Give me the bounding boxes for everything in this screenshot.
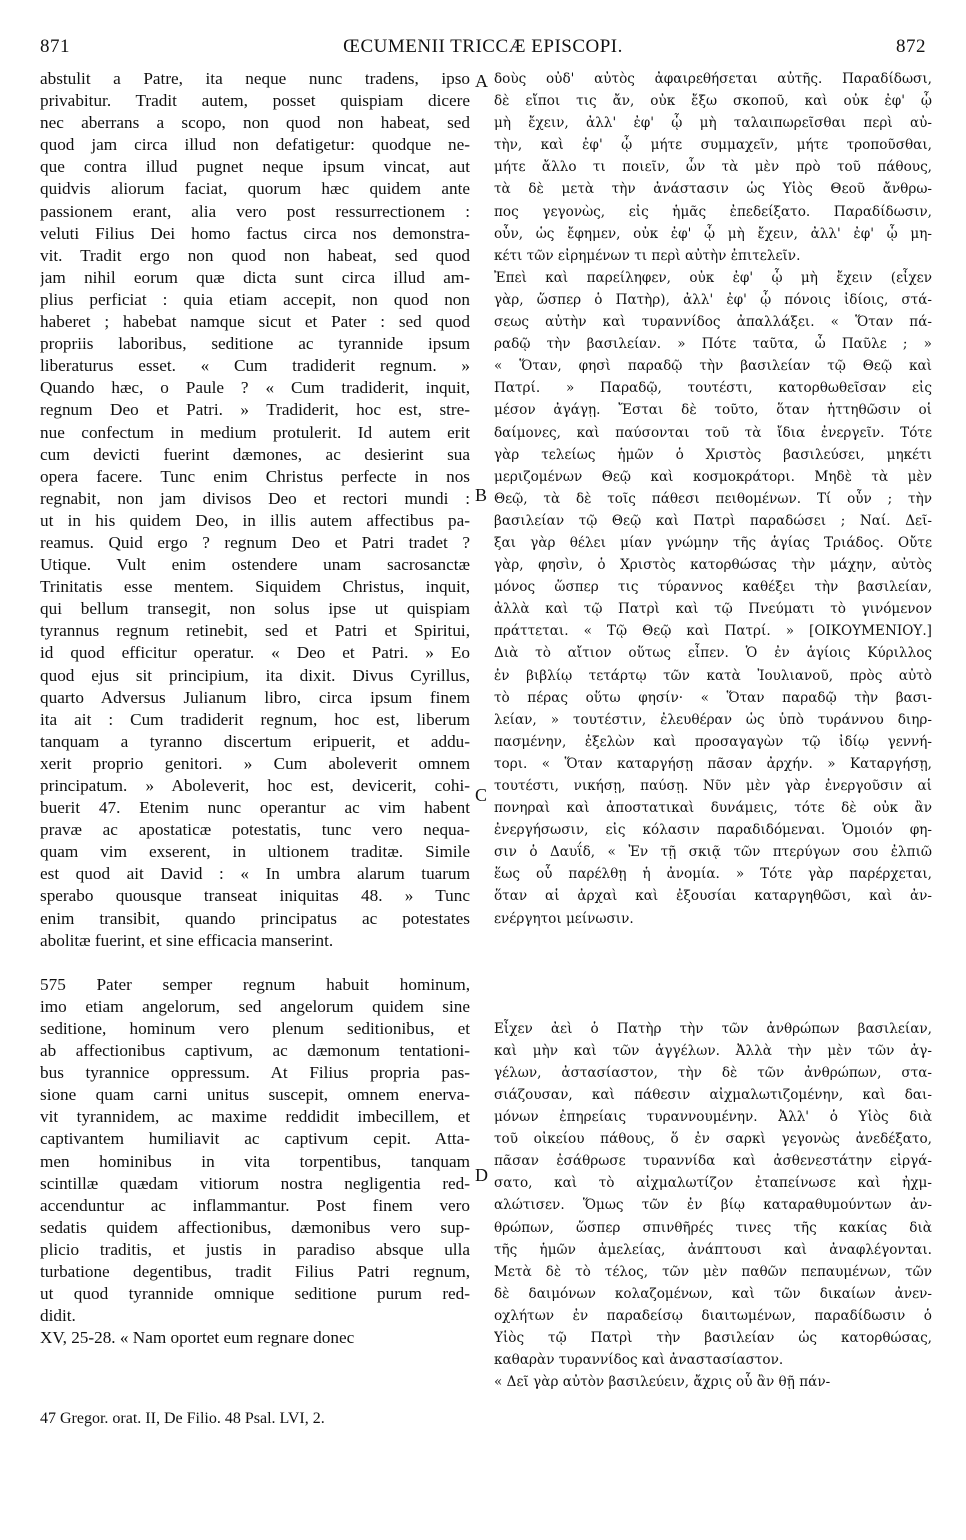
greek-text-line: σατο, καὶ τὸ αἰχμαλωτίζον ἐταπείνωσε καὶ ἠχμ-: [494, 1175, 932, 1192]
latin-text-line: ab affectionibus captivum, ac dæmonum tentationi-: [40, 1041, 470, 1061]
latin-text-line: quarto Adversus Julianum libro, circa ipsum finem: [40, 687, 470, 707]
greek-text-line: σιάζουσαν, καὶ πάθεσιν αἰχμαλωτιζομένην, καὶ δαι-: [494, 1086, 932, 1103]
latin-text-line: tyrannus regnum retinebit, sed et Patri et Spiritui,: [40, 621, 470, 641]
latin-text-line: pravæ ac apostaticæ potestatis, tunc vero nequa-: [40, 820, 470, 840]
latin-text-line: ita ait : Cum tradiderit regnum, hoc est, liberum: [40, 709, 470, 729]
latin-text-line: tanquam a tyranno discertum eripuerit, et addu-: [40, 731, 470, 751]
greek-text-line: σεως αὐτὴν καὶ τυραννίδος ἀπαλλάξει. « Ὅταν πά-: [494, 314, 932, 331]
greek-text-line: πράττεται. « Τῷ Θεῷ καὶ Πατρί. » [ΟΙΚΟΥΜΕΝΙΟΥ.]: [494, 623, 932, 640]
margin-letter-c: C: [475, 785, 488, 805]
latin-text-line: men hominibus in vita torpentibus, tanquam: [40, 1151, 470, 1171]
latin-text-line: cum devicti fuerint dæmones, ac desierint sua: [40, 444, 470, 464]
left-page-number: 871: [40, 36, 70, 57]
greek-text-line: Ἐπεὶ καὶ παρείληφεν, οὐκ ἐφ' ᾧ μὴ ἔχειν (εἶχεν: [494, 269, 932, 286]
latin-text-line: passionem erant, alia vero post ressurrectionem :: [40, 201, 470, 221]
greek-text-line: ἐν βιβλίῳ τετάρτῳ τῶν κατὰ Ἰουλιανοῦ, πρὸς αὐτὸ: [494, 667, 932, 684]
latin-text-line: est quod ait David : « In umbra alarum tuarum: [40, 864, 470, 884]
greek-text-line: ραδῷ τὴν βασιλείαν. » Πότε ταῦτα, ὦ Παῦλε ; »: [494, 336, 932, 353]
latin-text-line: vit. Tradit ergo non quod non habeat, sed quod: [40, 245, 470, 265]
greek-text-line: Εἶχεν ἀεὶ ὁ Πατὴρ τὴν τῶν ἀνθρώπων βασιλείαν,: [494, 1020, 932, 1037]
running-title: ŒCUMENII TRICCÆ EPISCOPI.: [343, 36, 623, 57]
latin-text-line: regnum Deo et Patri. » Tradiderit, hoc est, stre-: [40, 400, 470, 420]
latin-text-line: plius perficiat : quia etiam accepit, non quod non: [40, 289, 470, 309]
greek-text-line: καθαρὰν τυραννίδος καὶ ἀναστασίαστον.: [494, 1352, 784, 1369]
greek-text-line: τορι. « Ὅταν καταργήσῃ πᾶσαν ἀρχήν. » Καταργήσῃ,: [494, 755, 932, 772]
greek-text-line: τὸ πέρας οὕτω φησίν· « Ὅταν παραδῷ τὴν βασι-: [494, 689, 932, 706]
greek-section-2: [494, 1018, 932, 1394]
latin-text-line: Trinitatis esse mentem. Siquidem Christus, inquit,: [40, 577, 470, 597]
latin-text-line: jam nihil eorum quæ dicta sunt circa illud am-: [40, 267, 470, 287]
latin-text-line: abolitæ fuerint, et sine efficacia manserint.: [40, 930, 334, 950]
latin-text-line: ut in his quidem Deo, in illis autem affectibus pa-: [40, 510, 470, 530]
greek-text-line: Διὰ τὸ αἴτιον οὕτως εἶπεν. Ὁ ἐν ἁγίοις Κύριλλος: [494, 645, 932, 662]
greek-text-line: σιν ὁ Δαυΐδ, « Ἐν τῇ σκιᾷ τῶν πτερύγων σου ἐλπιῶ: [494, 844, 932, 861]
latin-text-line: regnabit, non jam divisos Deo et rectori mundi :: [40, 488, 470, 508]
latin-text-line: XV, 25-28. « Nam oportet eum regnare donec: [40, 1328, 355, 1348]
greek-text-line: δὲ εἴποι τις ἄν, οὐκ ἔξω σκοποῦ, καὶ οὐκ ἐφ' ᾧ: [494, 93, 932, 110]
greek-text-line: Θεῷ, τὰ δὲ τοῖς πάθεσι πειθομένων. Τί οὖν ; τὴν: [494, 490, 932, 507]
latin-text-line: didit.: [40, 1306, 76, 1326]
greek-text-line: μέσον ἀγάγῃ. Ἔσται δὲ τοῦτο, ὅταν ἡττηθῶσιν οἱ: [494, 402, 932, 419]
latin-text-line: liberaturus esset. « Cum tradiderit regnum. »: [40, 356, 470, 376]
latin-text-line: 575 Pater semper regnum habuit hominum,: [40, 974, 470, 994]
greek-text-line: τουτέστι, νικήσῃ, παύσῃ. Νῦν μὲν γὰρ ἐνεργοῦσιν αἱ: [494, 778, 932, 794]
greek-text-line: ὅταν αἱ ἀρχαὶ καὶ ἐξουσίαι καταργηθῶσι, καὶ ἀν-: [494, 888, 932, 905]
latin-text-line: qui bellum transegit, non solus ipse ut quispiam: [40, 599, 470, 619]
latin-text-line: veluti Filius Dei homo factus circa nos demonstra-: [40, 223, 470, 243]
margin-letter-b: B: [475, 485, 488, 505]
latin-text-line: Utique. Vult enim ostendere unam sacrosanctæ: [40, 555, 470, 575]
latin-text-line: reamus. Quid ergo ? regnum Deo et Patri tradet ?: [40, 532, 470, 552]
latin-text-line: seditione, hominum vero plenum seditionibus, et: [40, 1018, 470, 1038]
greek-text-line: ἕως οὗ παρέλθῃ ἡ ἀνομία. » Τότε γὰρ παρέρχεται,: [494, 866, 932, 883]
greek-text-line: « Δεῖ γὰρ αὐτὸν βασιλεύειν, ἄχρις οὗ ἂν θῇ πάν-: [494, 1374, 831, 1391]
greek-text-line: τῆς ἡμῶν ἀμελείας, ἀνάπτουσι καὶ ἀναφλέγονται.: [494, 1241, 932, 1258]
latin-text-line: privabitur. Tradit autem, posset quispiam dicere: [40, 91, 470, 111]
greek-text-line: λείαν, » τουτέστιν, ἐλευθέραν ὡς ὑπὸ τυράννου διηρ-: [494, 711, 932, 728]
latin-text-line: sione quam carni unitus suscepit, omnem enerva-: [40, 1085, 470, 1105]
latin-text-line: accenduntur ac inflammantur. Post finem vero: [40, 1195, 470, 1215]
greek-text-line: βασιλείαν τῷ Θεῷ καὶ Πατρὶ παραδώσει ; Ναί. Δεῖ-: [494, 512, 932, 529]
latin-column: [40, 68, 470, 1349]
greek-text-line: μεριζομένων Θεῷ καὶ κοσμοκράτορι. Μηδὲ τὰ μὲν: [494, 468, 932, 485]
greek-column: [494, 68, 932, 1393]
greek-text-line: τὴν, καὶ ἐφ' ᾧ μήτε συμμαχεῖν, μήτε τροποῦσθαι,: [494, 137, 932, 154]
latin-text-line: nue confectum in medium protulerit. Id autem erit: [40, 422, 470, 442]
latin-text-line: abstulit a Patre, ita neque nunc tradens, ipso: [40, 69, 470, 88]
latin-text-line: enim transibit, quando principatus ac potestates: [40, 908, 470, 928]
margin-letter-d: D: [475, 1165, 488, 1185]
greek-text-line: οὖν, ὡς ἔφημεν, οὐκ ἐφ' ᾧ μὴ ἔχειν, ἀλλ' ἐφ' ᾧ μη-: [494, 225, 932, 242]
latin-text-line: turbatione degentibus, tradit Filius Patri regnum,: [40, 1261, 470, 1281]
latin-text-line: quidvis aliorum faciat, quorum hæc quidem ante: [40, 179, 470, 199]
greek-text-line: δὲ δαιμόνων κολαζομένων, καὶ τῶν δικαίων ἀνεν-: [494, 1285, 932, 1302]
latin-text-line: sperabo quousque transeat iniquitas 48. » Tunc: [40, 886, 470, 906]
greek-text-line: δοὺς οὐδ' αὐτὸς ἀφαιρεθήσεται αὐτῆς. Παραδίδωσι,: [494, 71, 932, 87]
right-page-number: 872: [896, 36, 926, 57]
greek-text-line: γὰρ τελείως ἡμῶν ὁ Χριστὸς βασιλεύσει, μηκέτι: [494, 446, 932, 463]
greek-text-line: ἐνεργήσωσιν, εἰς κόλασιν παραδιδόμεναι. Ὁμοιόν φη-: [494, 822, 932, 839]
latin-text-line: sedatis quidem affectionibus, dæmonibus vero sup-: [40, 1217, 470, 1237]
latin-section-2: [40, 974, 470, 1350]
greek-text-line: καὶ μὴν καὶ τῶν ἀγγέλων. Ἀλλὰ τὴν μὲν τῶν ἀγ-: [494, 1042, 932, 1059]
latin-text-line: quod jam circa illud non defatigetur: quodque ne-: [40, 135, 470, 155]
greek-text-line: πονηραὶ καὶ ἀποστατικαὶ δυνάμεις, τότε δὲ οὐκ ἂν: [494, 800, 932, 817]
greek-text-line: μόνος ὥσπερ τις τύραννος καθέξει τὴν βασιλείαν,: [494, 579, 932, 596]
greek-text-line: μόνων ἐπηρείαις τυραννουμένην. Ἀλλ' ὁ Υἱὸς διὰ: [494, 1109, 932, 1126]
latin-text-line: id quod efficitur operatur. « Deo et Patri. » Eo: [40, 643, 470, 663]
greek-text-line: θρώπων, ὥσπερ σπινθῆρές τινες τῆς κακίας διὰ: [494, 1219, 932, 1236]
latin-text-line: que contra illud pugnet neque ipsum vincat, aut: [40, 157, 470, 177]
greek-text-line: ἀλλὰ καὶ τῷ Πατρὶ καὶ τῷ Πνεύματι τὸ γινόμενον: [494, 601, 932, 618]
greek-text-line: Μετὰ δὲ τὸ τέλος, τῶν μὲν παθῶν πεπαυμένων, τῶν: [494, 1263, 932, 1280]
greek-text-line: γὰρ, ὥσπερ ὁ Πατὴρ), ἀλλ' ἐφ' ᾧ πόνοις ἰδίοις, στά-: [494, 291, 932, 308]
latin-text-line: xerit proprio genitori. » Cum aboleverit omnem: [40, 753, 470, 773]
greek-text-line: ξαι γὰρ θέλει μίαν γνώμην τῆς ἁγίας Τριάδος. Οὔτε: [494, 534, 932, 551]
page-header: [0, 0, 966, 62]
greek-section-1: [494, 68, 932, 930]
latin-text-line: scintillæ quædam vitiorum nostra negligentia red-: [40, 1173, 470, 1193]
greek-text-line: Πατρί. » Παραδῷ, τουτέστι, κατορθωθεῖσαν εἰς: [494, 380, 932, 397]
latin-text-line: Quando hæc, o Paule ? « Cum tradiderit, inquit,: [40, 378, 470, 398]
latin-text-line: imo etiam angelorum, sed angelorum quidem sine: [40, 996, 470, 1016]
greek-text-line: γέλων, ἀστασίαστον, τὴν δὲ τῶν ἀνθρώπων, στα-: [494, 1064, 932, 1081]
latin-text-line: buerit 47. Etenim nunc operantur ac vim habent: [40, 798, 470, 818]
greek-text-line: τὰ δὲ μετὰ τὴν ἀνάστασιν ὡς Υἱὸς Θεοῦ ἄνθρω-: [494, 181, 932, 198]
greek-text-line: ενέργητοι μείνωσιν.: [494, 910, 634, 927]
greek-text-line: Υἱὸς τῷ Πατρὶ τὴν βασιλείαν ὡς κατορθώσας,: [494, 1329, 932, 1346]
greek-text-line: μὴ ἔχειν, ἀλλ' ἐφ' ᾧ μὴ ταλαιπωρεῖσθαι περὶ αὐ-: [494, 115, 932, 132]
latin-text-line: quod ejus sit principium, ita dixit. Divus Cyrillus,: [40, 665, 470, 685]
greek-text-line: πασμένην, ἐξελὼν καὶ προσαγαγὼν τῷ ἰδίῳ γεννή-: [494, 733, 932, 750]
latin-text-line: opera facere. Tunc enim Christus perfecte in nos: [40, 466, 470, 486]
latin-text-line: quam vim exserent, in ultionem traditæ. Simile: [40, 842, 470, 862]
footnotes: 47 Gregor. orat. II, De Filio. 48 Psal. LVI, 2.: [40, 1410, 325, 1427]
greek-text-line: αλώτισεν. Ὅμως τῶν ἐν βίῳ καταραθυμούντων ἀν-: [494, 1197, 932, 1214]
latin-section-1: [40, 68, 470, 952]
latin-text-line: propriis laboribus, seditione ac tyrannide ipsum: [40, 334, 470, 354]
latin-text-line: ut quod tyrannide omnique seditione purum red-: [40, 1284, 470, 1304]
greek-text-line: οχλήτων ἐν παραδείσῳ διαιτωμένων, παραδίδωσιν ὁ: [494, 1307, 932, 1324]
margin-letter-a: A: [475, 71, 488, 91]
greek-text-line: πος γεγονὼς, εἰς ἡμᾶς ἐπεδείξατο. Παραδίδωσιν,: [494, 203, 932, 220]
latin-text-line: haberet ; habebat namque sicut et Pater : sed quod: [40, 312, 470, 332]
greek-text-line: πᾶσαν ἐσάθρωσε τυραννίδα καὶ ἀσθενεστάτην εἰργά-: [494, 1153, 932, 1170]
latin-text-line: nec aberrans a scopo, non quod non habeat, sed: [40, 113, 470, 133]
greek-text-line: μήτε ἄλλο τι ποιεῖν, ὧν τὰ μὲν πρὸ τοῦ πάθους,: [494, 159, 932, 176]
latin-text-line: plicio traditis, et justis in paradiso absque ulla: [40, 1239, 470, 1259]
greek-text-line: γὰρ, φησὶν, ὁ Χριστὸς κατορθώσας τὴν μάχην, αὐτὸς: [494, 557, 932, 574]
greek-text-line: « Ὅταν, φησὶ παραδῷ τὴν βασιλείαν τῷ Θεῷ καὶ: [494, 358, 932, 375]
latin-text-line: vit tyrannidem, ac maxime reddidit imbecillem, et: [40, 1107, 470, 1127]
greek-text-line: τοῦ οἰκείου πάθους, ὅ ἐν σαρκὶ γεγονὼς ἀνεδέξατο,: [494, 1131, 932, 1148]
greek-text-line: κέτι τῶν εἰρημένων τι περὶ αὐτὴν ἐπιτελεῖν.: [494, 247, 801, 264]
greek-text-line: δαίμονες, καὶ παύσονται τοῦ τὰ ἴδια ἐνεργεῖν. Τότε: [494, 424, 932, 441]
latin-text-line: bus tyrannice oppressum. At Filius propria pas-: [40, 1063, 470, 1083]
latin-text-line: captivantem humiliavit ac captivum cepit. Atta-: [40, 1129, 470, 1149]
latin-text-line: principatum. » Aboleverit, hoc est, devicerit, cohi-: [40, 776, 470, 795]
